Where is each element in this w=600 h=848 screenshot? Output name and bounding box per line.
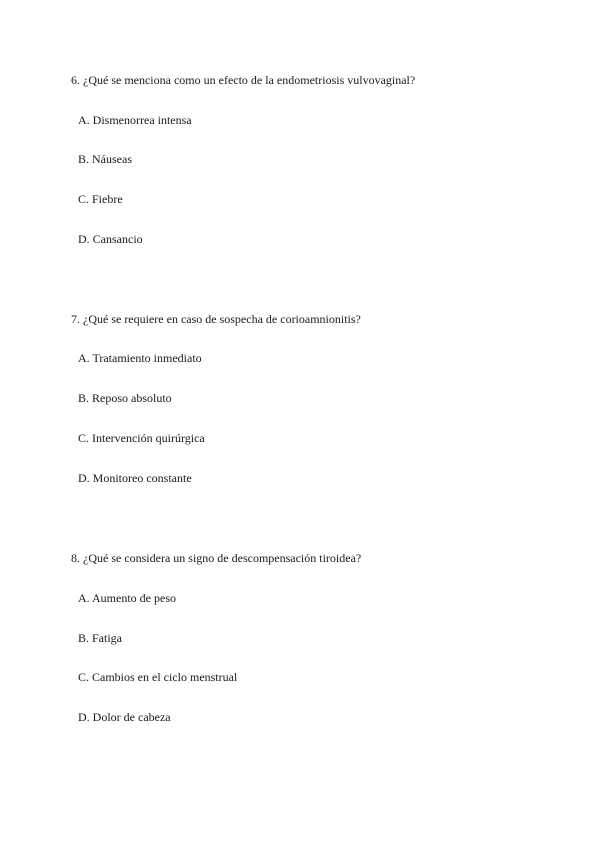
question-8-prompt: 8. ¿Qué se considera un signo de descompensación tiroidea? bbox=[71, 551, 362, 565]
question-6-option-a: A. Dismenorrea intensa bbox=[78, 113, 192, 127]
question-6-option-b: B. Náuseas bbox=[78, 152, 132, 166]
question-7-option-b: B. Reposo absoluto bbox=[78, 391, 172, 405]
question-6-option-c: C. Fiebre bbox=[78, 192, 123, 206]
question-7-option-a: A. Tratamiento inmediato bbox=[78, 351, 202, 365]
question-8-option-a: A. Aumento de peso bbox=[78, 591, 176, 605]
question-7-option-d: D. Monitoreo constante bbox=[78, 471, 192, 485]
question-7-prompt: 7. ¿Qué se requiere en caso de sospecha de corioamnionitis? bbox=[71, 312, 361, 326]
question-8-option-d: D. Dolor de cabeza bbox=[78, 710, 171, 724]
question-6-option-d: D. Cansancio bbox=[78, 232, 143, 246]
question-6-prompt: 6. ¿Qué se menciona como un efecto de la endometriosis vulvovaginal? bbox=[71, 73, 416, 87]
question-8-option-c: C. Cambios en el ciclo menstrual bbox=[78, 670, 238, 684]
question-7-option-c: C. Intervención quirúrgica bbox=[78, 431, 205, 445]
question-8-option-b: B. Fatiga bbox=[78, 631, 122, 645]
